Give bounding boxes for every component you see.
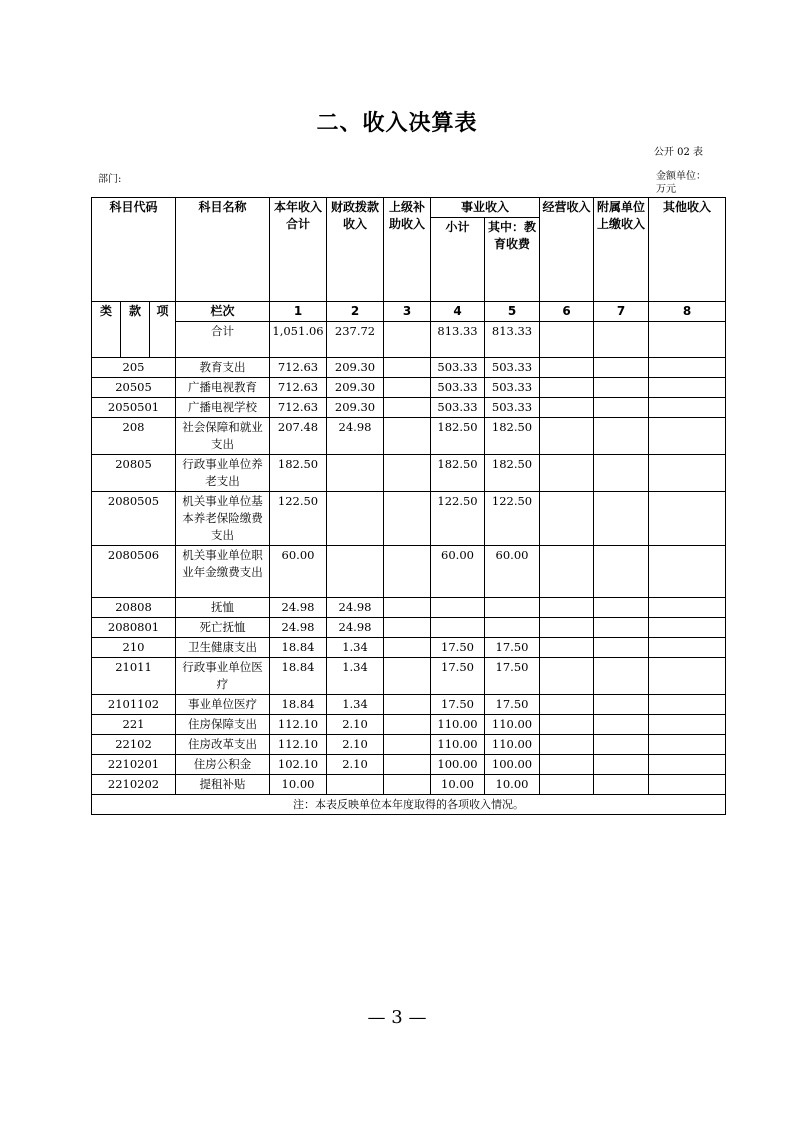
row-value: [540, 598, 594, 618]
header-affiliated: 附属单位上缴收入: [594, 198, 649, 302]
row-name: 事业单位医疗: [176, 695, 270, 715]
row-value: 18.84: [270, 658, 327, 695]
row-value: [540, 695, 594, 715]
row-value: [649, 695, 726, 715]
row-value: [649, 618, 726, 638]
row-value: [594, 658, 649, 695]
row-value: 18.84: [270, 638, 327, 658]
header-other: 其他收入: [649, 198, 726, 302]
total-row: [92, 322, 726, 358]
row-value: 10.00: [270, 775, 327, 795]
table-row: [92, 358, 726, 378]
row-value: 17.50: [485, 658, 540, 695]
row-value: 110.00: [431, 735, 485, 755]
row-value: 112.10: [270, 715, 327, 735]
row-value: 60.00: [485, 546, 540, 598]
row-value: 207.48: [270, 418, 327, 455]
row-value: [384, 492, 431, 546]
row-value: 1.34: [327, 638, 384, 658]
header-superior: 上级补助收入: [384, 198, 431, 302]
row-value: 102.10: [270, 755, 327, 775]
row-value: [540, 358, 594, 378]
row-code: 20808: [92, 598, 176, 618]
row-value: 503.33: [485, 378, 540, 398]
table-row: [92, 618, 726, 638]
total-value: [384, 322, 431, 358]
row-name: 住房改革支出: [176, 735, 270, 755]
row-value: [540, 378, 594, 398]
row-name: 住房公积金: [176, 755, 270, 775]
row-value: [649, 735, 726, 755]
row-value: 2.10: [327, 755, 384, 775]
row-value: [649, 638, 726, 658]
row-value: [384, 775, 431, 795]
row-value: [327, 492, 384, 546]
row-value: 60.00: [270, 546, 327, 598]
row-value: [431, 618, 485, 638]
row-value: [594, 418, 649, 455]
row-value: 1.34: [327, 695, 384, 715]
row-code: 21011: [92, 658, 176, 695]
row-name: 提租补贴: [176, 775, 270, 795]
header-subtotal: 小计: [431, 218, 485, 302]
row-value: [594, 715, 649, 735]
row-code: 2210201: [92, 755, 176, 775]
row-value: 712.63: [270, 378, 327, 398]
row-value: [485, 598, 540, 618]
row-value: 110.00: [485, 735, 540, 755]
row-value: [594, 755, 649, 775]
total-value: 813.33: [431, 322, 485, 358]
row-value: [384, 455, 431, 492]
row-value: [327, 455, 384, 492]
row-value: [384, 715, 431, 735]
row-code: 22102: [92, 735, 176, 755]
row-value: [384, 618, 431, 638]
row-value: 110.00: [485, 715, 540, 735]
total-label: 合计: [176, 322, 270, 358]
row-value: [327, 546, 384, 598]
row-value: [649, 418, 726, 455]
row-code: 20805: [92, 455, 176, 492]
row-code: 221: [92, 715, 176, 735]
total-value: [540, 322, 594, 358]
row-value: [540, 546, 594, 598]
table-row: [92, 695, 726, 715]
table-row: [92, 715, 726, 735]
page-title: 二、收入决算表: [316, 111, 478, 136]
row-value: [649, 455, 726, 492]
header-kuan: 款: [121, 302, 150, 358]
row-name: 行政事业单位医疗: [176, 658, 270, 695]
row-value: [431, 598, 485, 618]
header-fiscal: 财政拨款收入: [327, 198, 384, 302]
table-row: [92, 378, 726, 398]
row-value: [540, 658, 594, 695]
row-value: [649, 492, 726, 546]
row-value: [540, 398, 594, 418]
row-value: [540, 775, 594, 795]
row-value: 503.33: [485, 398, 540, 418]
table-row: [92, 598, 726, 618]
row-name: 住房保障支出: [176, 715, 270, 735]
row-value: [384, 658, 431, 695]
table-row: [92, 755, 726, 775]
row-value: [540, 735, 594, 755]
header-edu: 其中：教育收费: [485, 218, 540, 302]
row-value: 209.30: [327, 358, 384, 378]
row-value: [540, 418, 594, 455]
row-code: 210: [92, 638, 176, 658]
row-value: 503.33: [431, 378, 485, 398]
row-value: 122.50: [270, 492, 327, 546]
row-code: 20505: [92, 378, 176, 398]
header-total: 本年收入合计: [270, 198, 327, 302]
row-value: 503.33: [485, 358, 540, 378]
row-name: 广播电视教育: [176, 378, 270, 398]
row-value: [540, 755, 594, 775]
row-value: 182.50: [485, 418, 540, 455]
row-value: 60.00: [431, 546, 485, 598]
col-number: 8: [649, 302, 726, 322]
row-value: [649, 598, 726, 618]
row-value: 2.10: [327, 735, 384, 755]
row-value: 24.98: [327, 618, 384, 638]
row-value: [384, 598, 431, 618]
row-value: 10.00: [485, 775, 540, 795]
row-value: [649, 755, 726, 775]
table-row: [92, 418, 726, 455]
row-code: 2050501: [92, 398, 176, 418]
row-value: [384, 735, 431, 755]
department-label: 部门:: [98, 174, 122, 185]
row-value: 24.98: [270, 618, 327, 638]
table-row: [92, 658, 726, 695]
row-value: [384, 358, 431, 378]
row-value: [485, 618, 540, 638]
row-value: 712.63: [270, 358, 327, 378]
row-value: [384, 695, 431, 715]
row-value: [649, 775, 726, 795]
row-value: [540, 492, 594, 546]
col-number: 7: [594, 302, 649, 322]
row-value: [649, 715, 726, 735]
col-number: 5: [485, 302, 540, 322]
row-code: 208: [92, 418, 176, 455]
row-value: [384, 378, 431, 398]
income-table: [91, 197, 726, 815]
header-lanci: 栏次: [176, 302, 270, 322]
row-code: 2080505: [92, 492, 176, 546]
row-value: [594, 398, 649, 418]
header-business: 事业收入: [431, 198, 540, 218]
row-value: 17.50: [431, 658, 485, 695]
row-value: 100.00: [485, 755, 540, 775]
row-value: 122.50: [431, 492, 485, 546]
form-number: 公开 02 表: [653, 147, 703, 158]
total-value: 1,051.06: [270, 322, 327, 358]
row-code: 2101102: [92, 695, 176, 715]
row-name: 教育支出: [176, 358, 270, 378]
row-value: [649, 546, 726, 598]
row-value: 112.10: [270, 735, 327, 755]
row-value: [594, 546, 649, 598]
row-value: [649, 358, 726, 378]
row-value: 1.34: [327, 658, 384, 695]
row-value: [384, 755, 431, 775]
row-value: [594, 618, 649, 638]
row-value: 182.50: [485, 455, 540, 492]
table-row: [92, 398, 726, 418]
row-name: 广播电视学校: [176, 398, 270, 418]
row-value: [594, 638, 649, 658]
row-value: 182.50: [431, 418, 485, 455]
row-value: 503.33: [431, 398, 485, 418]
row-value: 24.98: [327, 598, 384, 618]
col-number: 4: [431, 302, 485, 322]
row-value: 24.98: [327, 418, 384, 455]
unit-label: 金额单位：万元: [656, 171, 706, 195]
row-name: 机关事业单位职业年金缴费支出: [176, 546, 270, 598]
row-code: 2210202: [92, 775, 176, 795]
row-value: 17.50: [431, 695, 485, 715]
row-value: 24.98: [270, 598, 327, 618]
row-name: 死亡抚恤: [176, 618, 270, 638]
row-value: [540, 618, 594, 638]
row-name: 机关事业单位基本养老保险缴费支出: [176, 492, 270, 546]
table-row: [92, 735, 726, 755]
row-name: 卫生健康支出: [176, 638, 270, 658]
table-note: 注：本表反映单位本年度取得的各项收入情况。: [92, 795, 726, 815]
row-value: 10.00: [431, 775, 485, 795]
row-value: 209.30: [327, 378, 384, 398]
row-value: 2.10: [327, 715, 384, 735]
table-row: [92, 546, 726, 598]
row-value: [649, 378, 726, 398]
row-value: [540, 455, 594, 492]
header-operating: 经营收入: [540, 198, 594, 302]
row-value: 503.33: [431, 358, 485, 378]
total-value: 237.72: [327, 322, 384, 358]
table-row: [92, 775, 726, 795]
page-number: — 3 —: [367, 1007, 427, 1028]
total-value: [649, 322, 726, 358]
row-value: [540, 715, 594, 735]
row-value: [384, 546, 431, 598]
row-value: 18.84: [270, 695, 327, 715]
row-value: [594, 492, 649, 546]
row-code: 2080801: [92, 618, 176, 638]
row-code: 205: [92, 358, 176, 378]
row-code: 2080506: [92, 546, 176, 598]
header-xiang: 项: [150, 302, 176, 358]
col-number: 3: [384, 302, 431, 322]
row-value: [649, 658, 726, 695]
row-name: 抚恤: [176, 598, 270, 618]
header-name: 科目名称: [176, 198, 270, 302]
header-lei: 类: [92, 302, 121, 358]
table-row: [92, 492, 726, 546]
row-value: [540, 638, 594, 658]
row-value: 17.50: [431, 638, 485, 658]
row-value: 110.00: [431, 715, 485, 735]
row-name: 行政事业单位养老支出: [176, 455, 270, 492]
note-row: [92, 795, 726, 815]
row-value: 122.50: [485, 492, 540, 546]
table-row: [92, 638, 726, 658]
table-row: [92, 455, 726, 492]
col-number: 6: [540, 302, 594, 322]
row-value: [327, 775, 384, 795]
row-value: [594, 455, 649, 492]
row-value: [594, 735, 649, 755]
row-value: [594, 775, 649, 795]
row-value: [594, 695, 649, 715]
row-value: [594, 378, 649, 398]
row-value: [384, 418, 431, 455]
row-name: 社会保障和就业支出: [176, 418, 270, 455]
row-value: [384, 398, 431, 418]
row-value: [649, 398, 726, 418]
row-value: 209.30: [327, 398, 384, 418]
row-value: [594, 358, 649, 378]
total-value: [594, 322, 649, 358]
row-value: 17.50: [485, 638, 540, 658]
header-code: 科目代码: [92, 198, 176, 302]
row-value: [594, 598, 649, 618]
row-value: 100.00: [431, 755, 485, 775]
row-value: [384, 638, 431, 658]
col-number: 1: [270, 302, 327, 322]
total-value: 813.33: [485, 322, 540, 358]
row-value: 182.50: [270, 455, 327, 492]
row-value: 712.63: [270, 398, 327, 418]
col-number: 2: [327, 302, 384, 322]
row-value: 17.50: [485, 695, 540, 715]
row-value: 182.50: [431, 455, 485, 492]
